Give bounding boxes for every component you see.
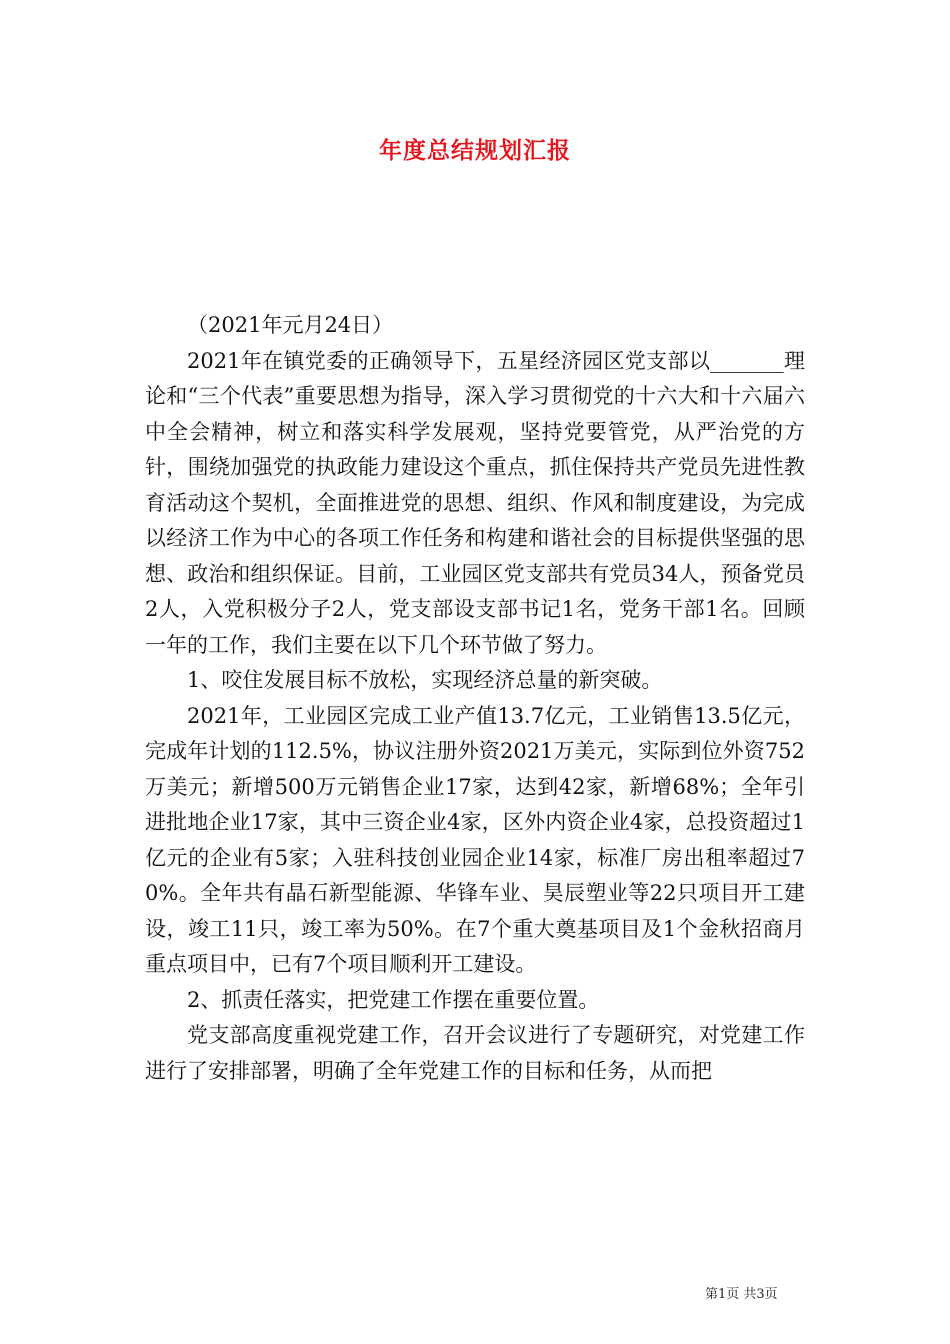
section-heading-2: 2、抓责任落实，把党建工作摆在重要位置。: [187, 987, 600, 1012]
paragraph-economy: 2021年，工业园区完成工业产值13.7亿元，工业销售13.5亿元，完成年计划的112.5%，协议注册外资2021万美元，实际到位外资752万美元；新增500万元销售企业17家，达到42家，新增68%；全年引进批地企业17家，其中三资企业4家，区外内资企业4家，总投资超过1亿元的企业有5家；入驻科技创业园企业14家，标准厂房出租率超过70%。全年共有晶石新型能源、华锋车业、昊辰塑业等22只项目开工建设，竣工11只，竣工率为50%。在7个重大奠基项目及1个金秋招商月重点项目中，已有7个项目顺利开工建设。: [145, 703, 805, 976]
document-title: 年度总结规划汇报: [379, 137, 571, 164]
section-heading-1: 1、咬住发展目标不放松，实现经济总量的新突破。: [187, 668, 663, 692]
paragraph-intro: 2021年在镇党委的正确领导下，五星经济园区党支部以_______理论和“三个代表”重要思想为指导，深入学习贯彻党的十六大和十六届六中全会精神，树立和落实科学发展观，坚持党要管党，从严治党的方针，围绕加强党的执政能力建设这个重点，抓住保持共产党员先进性教育活动这个契机，全面推进党的思想、组织、作风和制度建设，为完成以经济工作为中心的各项工作任务和构建和谐社会的目标提供坚强的思想、政治和组织保证。目前，工业园区党支部共有党员34人，预备党员2人，入党积极分子2人，党支部设支部书记1名，党务干部1名。回顾一年的工作，我们主要在以下几个环节做了努力。: [145, 348, 805, 657]
document-body: [145, 308, 805, 1089]
paragraph-party-building: 党支部高度重视党建工作，召开会议进行了专题研究，对党建工作进行了安排部署，明确了全年党建工作的目标和任务，从而把: [145, 1023, 805, 1083]
date-line: （2021年元月24日）: [187, 313, 394, 337]
page-number: 第1页 共3页: [705, 1287, 778, 1302]
